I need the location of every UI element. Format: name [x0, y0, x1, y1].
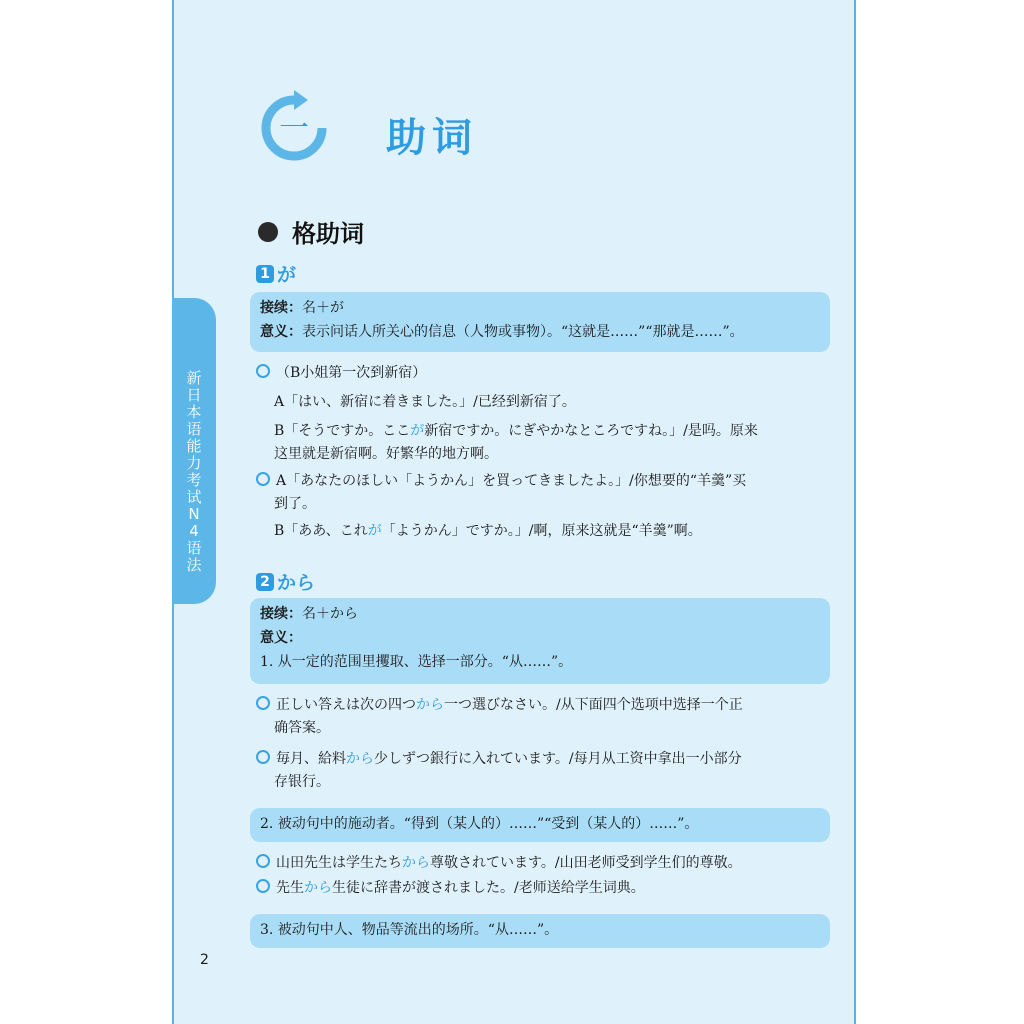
- circle-bullet-icon: [256, 472, 270, 486]
- text: 先生: [276, 880, 304, 896]
- section-heading: [258, 214, 364, 249]
- example-block: [256, 362, 836, 543]
- meaning-point: 3. 被动句中人、物品等流出的场所。“从……”。: [260, 922, 559, 938]
- connect-label: 接续：: [260, 606, 302, 622]
- circle-bullet-icon: [256, 854, 270, 868]
- text: A「あなたのほしい「ようかん」を買ってきましたよ。」/你想要的“羊羹”买: [276, 473, 747, 489]
- example-line: A「はい、新宿に着きました。」/已经到新宿了。: [274, 394, 576, 410]
- example-line: [256, 420, 836, 443]
- text: 少しずつ銀行に入れています。/每月从工资中拿出一小部分: [374, 751, 742, 767]
- text: 一つ選びなさい。/从下面四个选项中选择一个正: [444, 697, 743, 713]
- side-tab-text: 新日本语能力考试N4语法: [186, 369, 202, 574]
- grammar-box-kara: [250, 598, 830, 684]
- circle-bullet-icon: [256, 879, 270, 893]
- example-line: 存银行。: [274, 774, 330, 790]
- grammar-box-point3: [250, 914, 830, 948]
- circle-bullet-icon: [256, 750, 270, 764]
- example-block: [256, 852, 836, 900]
- text: 新宿ですか。にぎやかなところですね。」/是吗。原来: [424, 423, 758, 439]
- chapter-arrow-icon: [254, 88, 334, 168]
- item-number: 2: [256, 573, 274, 591]
- highlight: から: [402, 855, 430, 871]
- circle-bullet-icon: [256, 696, 270, 710]
- highlight: が: [410, 423, 425, 439]
- circle-bullet-icon: [256, 364, 270, 378]
- item-heading-ga: [256, 260, 296, 287]
- grammar-box-ga: [250, 292, 830, 352]
- text: 毎月、給料: [276, 751, 346, 767]
- example-line: [256, 748, 836, 771]
- example-line: [256, 877, 836, 900]
- meaning-text: 表示问话人所关心的信息（人物或事物）。“这就是……”“那就是……”。: [302, 324, 744, 340]
- item-number: 1: [256, 265, 274, 283]
- text: 正しい答えは次の四つ: [276, 697, 416, 713]
- connect-text: 名＋から: [302, 606, 358, 622]
- example-line: [256, 470, 836, 493]
- section-title: 格助词: [292, 220, 364, 248]
- bullet-dot-icon: [258, 222, 278, 242]
- meaning-label: 意义：: [260, 630, 302, 646]
- text: 尊敬されています。/山田老师受到学生们的尊敬。: [430, 855, 742, 871]
- meaning-label: 意义：: [260, 324, 302, 340]
- highlight: から: [416, 697, 444, 713]
- side-tab: [172, 298, 216, 604]
- item-heading-kara: [256, 568, 315, 595]
- example-block: [256, 694, 836, 794]
- highlight: が: [367, 523, 382, 539]
- grammar-box-point2: [250, 808, 830, 842]
- highlight: から: [346, 751, 374, 767]
- item-title: が: [277, 264, 297, 286]
- example-line: 到了。: [274, 496, 316, 512]
- connect-text: 名＋が: [302, 300, 344, 316]
- example-line: [256, 852, 836, 875]
- chapter-number: 一: [279, 111, 309, 146]
- text: B「ああ、これ: [274, 523, 368, 539]
- example-line: [256, 694, 836, 717]
- text: B「そうですか。ここ: [274, 423, 411, 439]
- example-line: [256, 520, 836, 543]
- highlight: から: [304, 880, 332, 896]
- meaning-point: 1. 从一定的范围里攫取、选择一部分。“从……”。: [260, 654, 573, 670]
- connect-label: 接续：: [260, 300, 302, 316]
- example-line: 这里就是新宿啊。好繁华的地方啊。: [274, 446, 498, 462]
- example-line: 确答案。: [274, 720, 330, 736]
- text: 山田先生は学生たち: [276, 855, 402, 871]
- chapter-title: 助词: [386, 115, 478, 161]
- example-line: （B小姐第一次到新宿）: [276, 365, 427, 381]
- page-number: 2: [200, 952, 209, 968]
- item-title: から: [277, 572, 316, 594]
- text: 生徒に辞書が渡されました。/老师送给学生词典。: [332, 880, 645, 896]
- meaning-point: 2. 被动句中的施动者。“得到（某人的）……”“受到（某人的）……”。: [260, 816, 699, 832]
- text: 「ようかん」ですか。」/啊，原来这就是“羊羹”啊。: [381, 523, 702, 539]
